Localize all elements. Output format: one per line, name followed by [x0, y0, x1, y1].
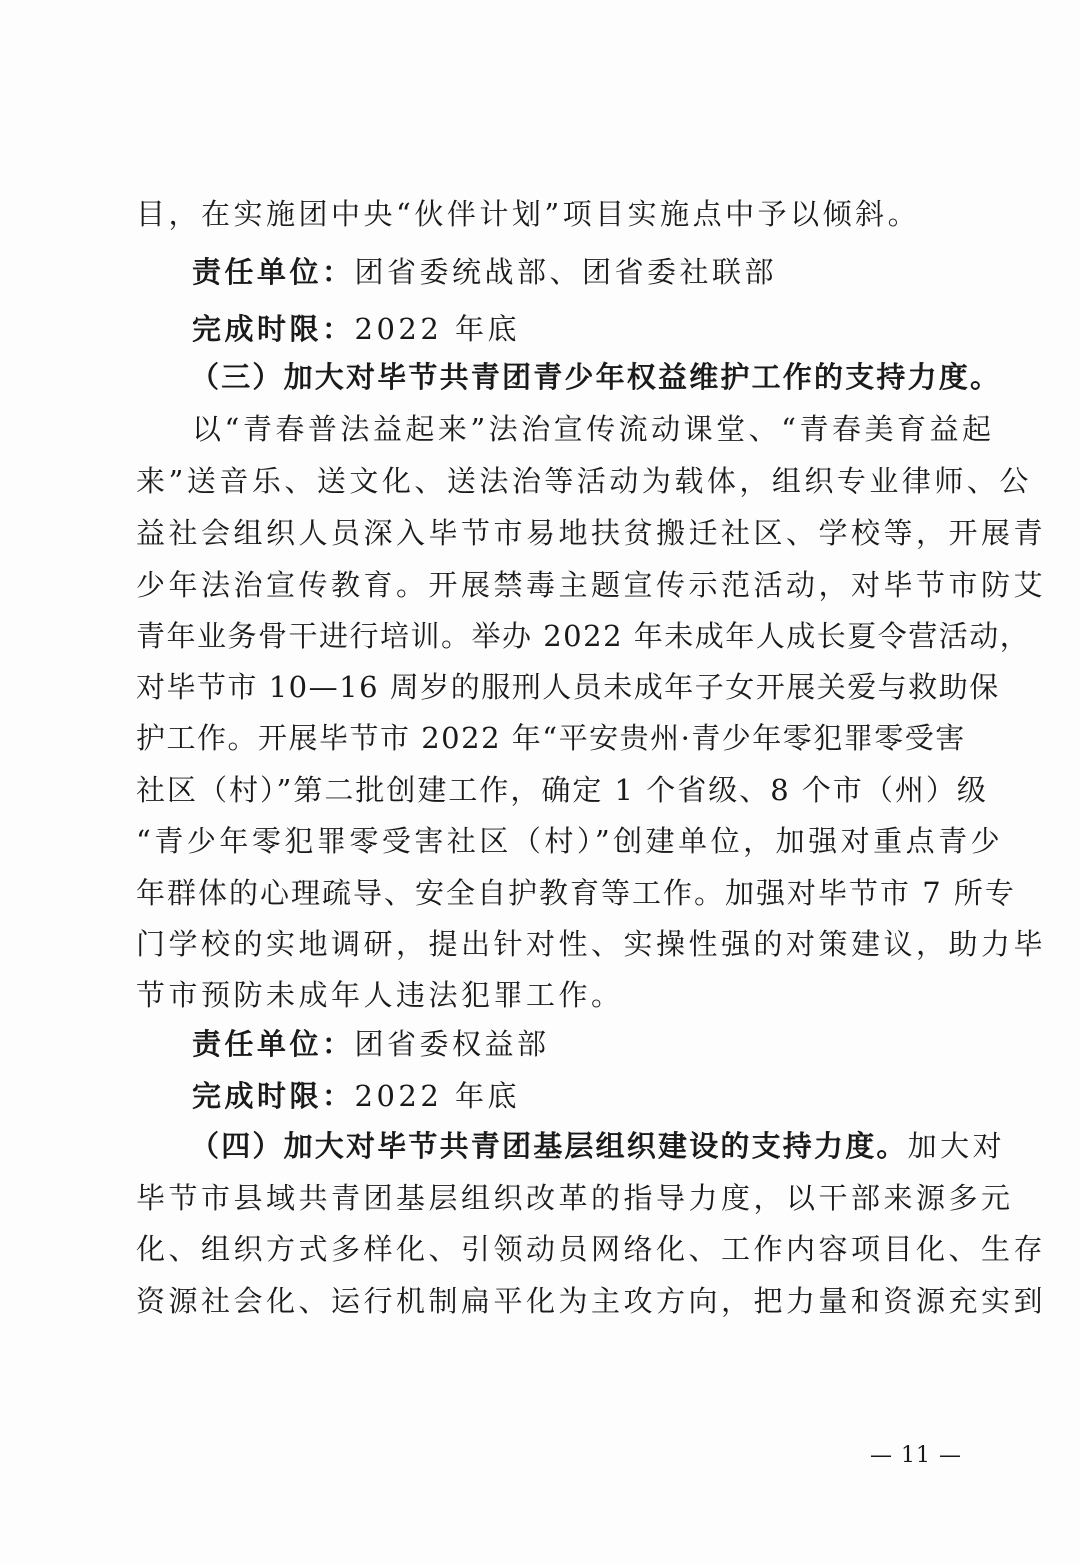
page-number: — 11 — — [870, 1443, 962, 1468]
responsibility-line — [192, 1026, 946, 1062]
deadline-line — [192, 1078, 946, 1114]
responsibility-line — [192, 254, 946, 290]
deadline-label: 完成时限： — [192, 312, 355, 346]
responsibility-value: 团省委权益部 — [354, 1027, 550, 1061]
paragraph-line: 来”送音乐、送文化、送法治等活动为载体，组织专业律师、公 — [136, 464, 1032, 498]
text-line: 目，在实施团中央“伙伴计划”项目实施点中予以倾斜。 — [136, 197, 921, 231]
paragraph-line: “青少年零犯罪零受害社区（村）”创建单位，加强对重点青少 — [136, 824, 1004, 858]
paragraph-line: 毕节市县域共青团基层组织改革的指导力度，以干部来源多元 — [136, 1181, 1014, 1215]
deadline-label: 完成时限： — [192, 1079, 355, 1113]
responsibility-label: 责任单位： — [192, 255, 355, 289]
paragraph-line: 节市预防未成年人违法犯罪工作。 — [136, 978, 624, 1012]
paragraph-line: 对毕节市 10—16 周岁的服刑人员未成年子女开展关爱与救助保 — [136, 670, 1000, 704]
paragraph-line: 青年业务骨干进行培训。举办 2022 年未成年人成长夏令营活动， — [136, 619, 1031, 653]
responsibility-value: 团省委统战部、团省委社联部 — [354, 255, 778, 289]
section-4-heading: （四）加大对毕节共青团基层组织建设的支持力度。 — [190, 1129, 908, 1163]
paragraph-line: 门学校的实地调研，提出针对性、实操性强的对策建议，助力毕 — [136, 927, 1047, 961]
paragraph-line: 以“青春普法益起来”法治宣传流动课堂、“青春美育益起 — [192, 412, 995, 446]
paragraph-line: 益社会组织人员深入毕节市易地扶贫搬迁社区、学校等，开展青 — [136, 516, 1047, 550]
section-4-heading-tail: 加大对 — [907, 1129, 1006, 1163]
paragraph-line: 社区（村）”第二批创建工作，确定 1 个省级、8 个市（州）级 — [136, 773, 988, 807]
paragraph-line: 资源社会化、运行机制扁平化为主攻方向，把力量和资源充实到 — [136, 1284, 1047, 1318]
deadline-line — [192, 311, 946, 347]
responsibility-label: 责任单位： — [192, 1027, 355, 1061]
deadline-value: 2022 年底 — [354, 312, 521, 346]
paragraph-line: 少年法治宣传教育。开展禁毒主题宣传示范活动，对毕节市防艾 — [136, 568, 1047, 602]
paragraph-line: 护工作。开展毕节市 2022 年“平安贵州·青少年零犯罪零受害 — [136, 721, 966, 755]
section-3-heading: （三）加大对毕节共青团青少年权益维护工作的支持力度。 — [190, 360, 1002, 394]
section-4-heading-line — [190, 1128, 1006, 1164]
paragraph-line: 化、组织方式多样化、引领动员网络化、工作内容项目化、生存 — [136, 1232, 1047, 1266]
deadline-value: 2022 年底 — [354, 1079, 521, 1113]
paragraph-line: 年群体的心理疏导、安全自护教育等工作。加强对毕节市 7 所专 — [136, 876, 1016, 910]
